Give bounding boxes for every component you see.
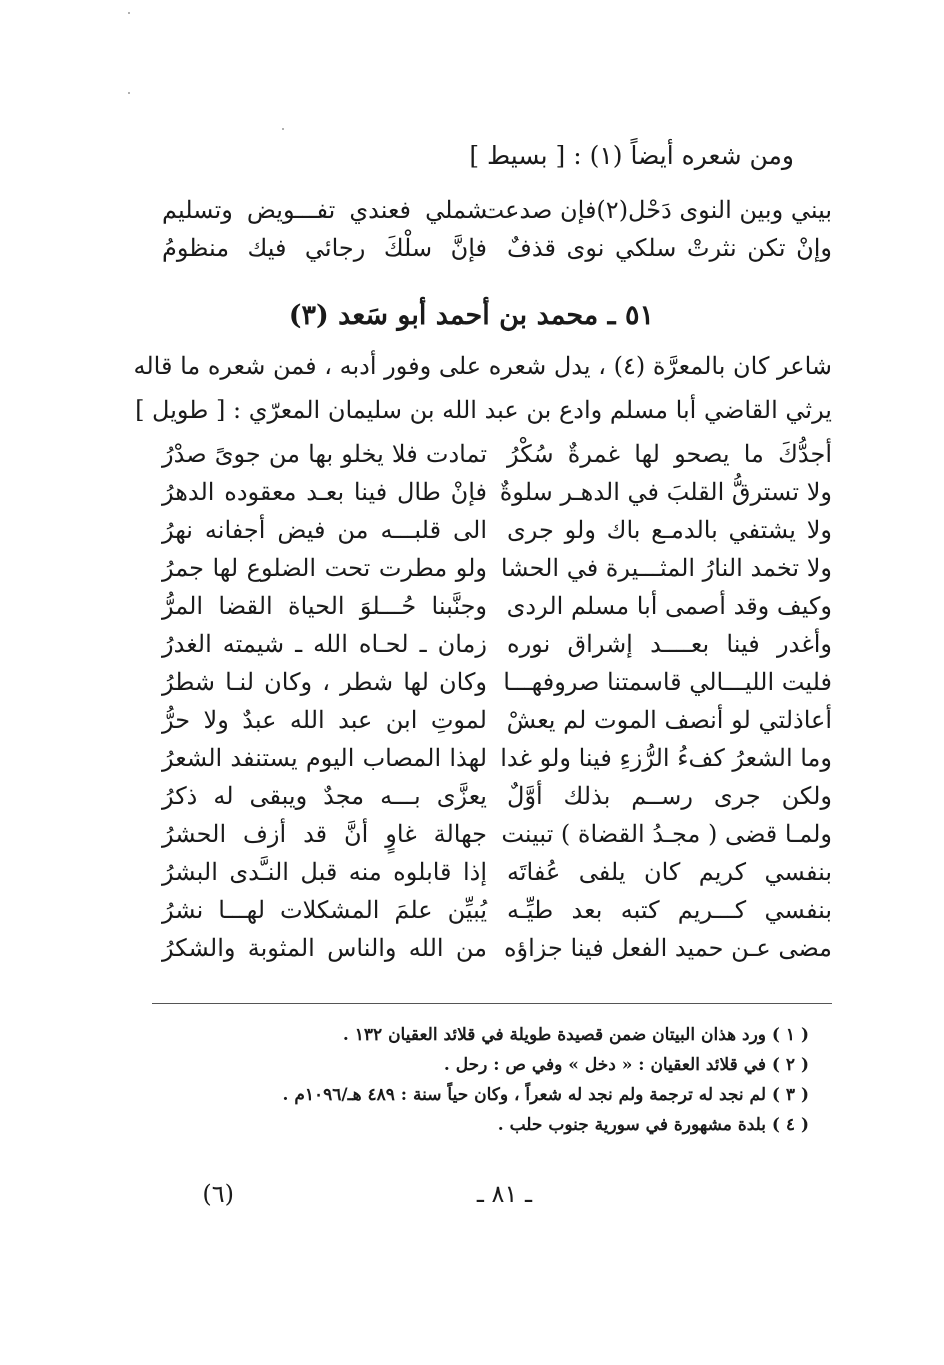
verse-first-hemistich: ولمـا قضى ( مجـدُ القضاة ) تبينت: [501, 820, 832, 848]
verse-second-hemistich: تمادت فلا يخلو بها من جوىً صدْرُ: [162, 440, 487, 468]
verse-second-hemistich: لموتِ ابن عبد الله عبدٌ ولا حرُّ: [162, 706, 487, 734]
verse-second-hemistich: جهالة غاوٍ أنَّ قد أزف الحشرُ: [162, 820, 487, 848]
verse-row: [162, 778, 832, 814]
footnote: ( ٣ ) لم نجد له ترجمة ولم نجد له شعراً ، وكان حياً سنة : ٤٨٩ هـ/١٠٩٦م .: [282, 1085, 809, 1105]
verse-row: [162, 588, 832, 624]
verse-second-hemistich: يعزَّى بـــه مجدٌ ويبقى له ذكرُ: [162, 782, 487, 810]
verse-row: [162, 550, 832, 586]
verse-second-hemistich: ولو مطرت تحت الضلوع لها جمرُ: [162, 554, 487, 582]
verse-first-hemistich: أعاذلتي لو أنصف الموت لم يعشْ: [506, 706, 832, 734]
verse-second-hemistich: من الله والناس المثوبة والشكرُ: [162, 934, 487, 962]
verse-row: [162, 702, 832, 738]
prose-line: يرثي القاضي أبا مسلم وادع بن عبد الله بن سليمان المعرّي : [ طويل ]: [135, 396, 832, 424]
verse-first-hemistich: وإنْ تكن نثرتْ سلكي نوى قذفٌ: [507, 234, 832, 262]
verse-first-hemistich: ولا تخمد النارُ المثـــيرة في الحشا: [500, 554, 832, 582]
verse-second-hemistich: فإنَّ سلْكَ رجائي فيك منظومُ: [162, 234, 487, 262]
verse-first-hemistich: وما الشعرُ كفءُ الرُّزءِ فينا ولو غدا: [500, 744, 832, 772]
verse-second-hemistich: وكان لها شطر ، وكان لنـا شطرُ: [162, 668, 487, 696]
verse-second-hemistich: لهذا المصاب اليوم يستنفد الشعرُ: [162, 744, 487, 772]
verse-second-hemistich: فإنْ طال فينا بعـد معقوده الدهرُ: [162, 478, 487, 506]
verse-first-hemistich: وكيف وقد أصمى أبا مسلم الردى: [506, 592, 832, 620]
footnote: ( ٢ ) في قلائد العقيان : « دخل » وفي ص : رحل .: [443, 1055, 809, 1075]
page-number: ـ ٨١ ـ: [476, 1180, 532, 1208]
verse-second-hemistich: يُبيِّن علمَ المشكلات لهـــا نشرُ: [162, 896, 487, 924]
footnote-divider: [152, 1003, 832, 1004]
verse-first-hemistich: بنفسي كـــريم كتبه بعد طيِّـه: [507, 896, 832, 924]
verse-first-hemistich: أجدُّكَ ما يصحو لها غمرةٌ سُكْرُ: [507, 440, 832, 468]
prose-line: شاعر كان بالمعرَّة (٤) ، يدل شعره على وفور أدبه ، فمن شعره ما قاله: [133, 352, 832, 380]
verse-row: [162, 854, 832, 890]
intro-line: ومن شعره أيضاً (١) : [ بسيط ]: [469, 141, 794, 170]
verse-first-hemistich: ولكن جرى رســم بذلك أوَّلٌ: [507, 782, 832, 810]
verse-second-hemistich: الى قلبـــه من فيض أجفانه نهرُ: [162, 516, 487, 544]
verse-row: [162, 664, 832, 700]
verse-row: [162, 474, 832, 510]
verse-first-hemistich: فليت الليـــالي قاسمتنا صروفهـــا: [503, 668, 832, 696]
verse-row: [162, 192, 832, 228]
verse-first-hemistich: وأغدر فينا بعــــد إشراق نوره: [507, 630, 832, 658]
verse-row: [162, 740, 832, 776]
verse-first-hemistich: بنفسي كريم كان يلفى عُفاتَه: [507, 858, 832, 886]
verse-first-hemistich: مضى عـن حميد الفعل فينا جزاؤه: [503, 934, 832, 962]
paper-speck: [128, 92, 130, 94]
verse-second-hemistich: وجنَّبنا حُـــلوَ الحياة القضا المرُّ: [162, 592, 487, 620]
footnote: ( ٤ ) بلدة مشهورة في سورية جنوب حلب .: [497, 1115, 809, 1135]
verse-second-hemistich: إذا قابلوه منه قبل النـَّدى البشرُ: [162, 858, 487, 886]
verse-first-hemistich: بيني وبين النوى دَحْل(٢)فإن صدعت: [481, 196, 832, 224]
verse-row: [162, 436, 832, 472]
verse-first-hemistich: ولا تسترقُّ القلبَ في الدهـر سلوةٌ: [499, 478, 832, 506]
verse-row: [162, 892, 832, 928]
verse-row: [162, 626, 832, 662]
section-heading: ٥١ ـ محمد بن أحمد أبو سَعد (٣): [288, 300, 654, 331]
verse-row: [162, 930, 832, 966]
footnote: ( ١ ) ورد هذان البيتان ضمن قصيدة طويلة في قلائد العقيان ١٣٢ .: [342, 1025, 809, 1045]
verse-row: [162, 816, 832, 852]
verse-first-hemistich: ولا يشتفي بالدمـع باك ولو جرى: [507, 516, 832, 544]
paper-speck: [282, 128, 284, 130]
paper-speck: [128, 12, 130, 14]
signature-mark: (٦): [202, 1180, 234, 1208]
verse-second-hemistich: زمان ـ لحـاه الله ـ شيمته الغدرُ: [162, 630, 487, 658]
verse-second-hemistich: شملي فعندي تفـــويض وتسليم: [162, 196, 487, 224]
verse-row: [162, 230, 832, 266]
verse-row: [162, 512, 832, 548]
